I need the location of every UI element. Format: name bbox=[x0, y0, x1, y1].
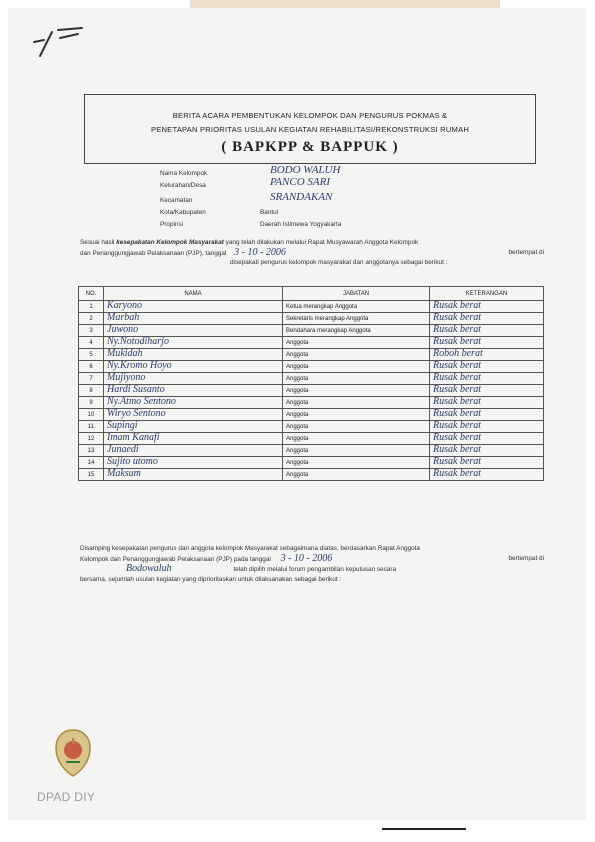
handwritten-note: Rusak berat bbox=[433, 456, 482, 467]
cell-no: 7 bbox=[79, 373, 104, 385]
cell-nama bbox=[104, 385, 283, 397]
cell-keterangan bbox=[430, 301, 544, 313]
info-label: Nama Kelompok bbox=[160, 170, 208, 177]
para2-line1: Disamping kesepakatan pengurus dan anggota kelompok Masyarakat sebagaimana diatas, berdasarkan Rapat Anggota bbox=[80, 545, 420, 552]
handwritten-name: Junaedi bbox=[107, 444, 139, 455]
para2-line2b: bertempat di bbox=[508, 554, 544, 562]
cell-no: 10 bbox=[79, 409, 104, 421]
handwritten-note: Rusak berat bbox=[433, 312, 482, 323]
priority-paragraph bbox=[80, 544, 544, 584]
bottom-divider bbox=[382, 828, 466, 830]
top-paper-edge bbox=[190, 0, 500, 8]
info-label: Propinsi bbox=[160, 221, 184, 228]
cell-nama bbox=[104, 421, 283, 433]
table-row bbox=[79, 397, 544, 409]
handwritten-name: Juwono bbox=[107, 324, 139, 335]
cell-nama bbox=[104, 445, 283, 457]
table-header-row bbox=[79, 287, 544, 301]
cell-no: 5 bbox=[79, 349, 104, 361]
cell-nama bbox=[104, 337, 283, 349]
cell-keterangan bbox=[430, 373, 544, 385]
cell-jabatan: Anggota bbox=[283, 469, 430, 481]
cell-keterangan bbox=[430, 313, 544, 325]
table-row bbox=[79, 445, 544, 457]
cell-keterangan bbox=[430, 325, 544, 337]
cell-jabatan: Sekretaris merangkap Anggota bbox=[283, 313, 430, 325]
handwritten-name: Ny.Atmo Sentono bbox=[107, 396, 176, 407]
cell-keterangan bbox=[430, 361, 544, 373]
cell-jabatan: Anggota bbox=[283, 385, 430, 397]
cell-no: 1 bbox=[79, 301, 104, 313]
cell-keterangan bbox=[430, 349, 544, 361]
title-line-1: BERITA ACARA PEMBENTUKAN KELOMPOK DAN PENGURUS POKMAS & bbox=[172, 111, 448, 120]
cell-nama bbox=[104, 433, 283, 445]
handwritten-note: Rusak berat bbox=[433, 324, 482, 335]
para2-line2a: Kelompok dan Penanggungjawab Pelaksanaan (PJP) pada tanggal bbox=[80, 555, 271, 563]
handwritten-note: Rusak berat bbox=[433, 432, 482, 443]
cell-no: 6 bbox=[79, 361, 104, 373]
para1-line3: disepakati pengurus kelompok masyarakat dan anggotanya sebagai berikut : bbox=[230, 259, 448, 266]
cell-nama bbox=[104, 373, 283, 385]
handwritten-note: Rusak berat bbox=[433, 384, 482, 395]
cell-jabatan: Anggota bbox=[283, 409, 430, 421]
table-row bbox=[79, 385, 544, 397]
cell-no: 13 bbox=[79, 445, 104, 457]
handwritten-name: Mujiyono bbox=[107, 372, 146, 383]
handwritten-note: Rusak berat bbox=[433, 396, 482, 407]
cell-nama bbox=[104, 457, 283, 469]
handwritten-note: Rusak berat bbox=[433, 420, 482, 431]
col-nama: NAMA bbox=[104, 287, 283, 301]
table-row bbox=[79, 373, 544, 385]
handwritten-name: Karyono bbox=[107, 300, 142, 311]
handwritten-note: Rusak berat bbox=[433, 444, 482, 455]
col-jabatan: JABATAN bbox=[283, 287, 430, 301]
cell-no: 8 bbox=[79, 385, 104, 397]
cell-jabatan: Anggota bbox=[283, 337, 430, 349]
handwritten-note: Rusak berat bbox=[433, 408, 482, 419]
cell-jabatan: Anggota bbox=[283, 421, 430, 433]
cell-jabatan: Anggota bbox=[283, 397, 430, 409]
cell-no: 12 bbox=[79, 433, 104, 445]
para2-place: Bodowaluh bbox=[126, 563, 172, 574]
handwritten-note: Rusak berat bbox=[433, 300, 482, 311]
info-value: Bantul bbox=[260, 209, 279, 216]
cell-keterangan bbox=[430, 337, 544, 349]
cell-no: 14 bbox=[79, 457, 104, 469]
cell-no: 3 bbox=[79, 325, 104, 337]
cell-keterangan bbox=[430, 433, 544, 445]
table-row bbox=[79, 349, 544, 361]
handwritten-note: Rusak berat bbox=[433, 468, 482, 479]
info-label: Kota/Kabupaten bbox=[160, 209, 206, 216]
cell-no: 15 bbox=[79, 469, 104, 481]
cell-nama bbox=[104, 469, 283, 481]
para2-date: 3 - 10 - 2006 bbox=[280, 552, 333, 564]
cell-jabatan: Anggota bbox=[283, 445, 430, 457]
info-value: SRANDAKAN bbox=[270, 191, 333, 203]
cell-keterangan bbox=[430, 421, 544, 433]
para1-line2b: bertempat di bbox=[508, 248, 544, 256]
cell-keterangan bbox=[430, 385, 544, 397]
cell-no: 11 bbox=[79, 421, 104, 433]
cell-nama bbox=[104, 409, 283, 421]
para1-text-b: yang telah dilakukan melalui Rapat Musyawarah Anggota Kelompok bbox=[225, 239, 419, 246]
handwritten-note: Rusak berat bbox=[433, 372, 482, 383]
info-value: BODO WALUH bbox=[270, 164, 341, 176]
cell-nama bbox=[104, 361, 283, 373]
watermark-text: DPAD DIY bbox=[37, 790, 96, 804]
handwritten-name: Ny.Notodiharjo bbox=[107, 336, 169, 347]
handwritten-name: Maksum bbox=[107, 468, 141, 479]
handwritten-name: Wiryo Sentono bbox=[107, 408, 166, 419]
cell-jabatan: Anggota bbox=[283, 457, 430, 469]
handwritten-name: Sujito utomo bbox=[107, 456, 158, 467]
handwritten-name: Hardi Susanto bbox=[107, 384, 165, 395]
cell-jabatan: Ketua merangkap Anggota bbox=[283, 301, 430, 313]
table-row bbox=[79, 457, 544, 469]
cell-no: 2 bbox=[79, 313, 104, 325]
cell-jabatan: Anggota bbox=[283, 361, 430, 373]
cell-nama bbox=[104, 313, 283, 325]
handwritten-name: Marbah bbox=[107, 312, 140, 323]
members-table bbox=[78, 286, 544, 481]
title-abbrev: ( BAPKPP & BAPPUK ) bbox=[221, 139, 399, 155]
para1-bold: kesepakatan Kelompok Masyarakat bbox=[116, 239, 224, 246]
table-row bbox=[79, 421, 544, 433]
handwritten-name: Ny.Kromo Hoyo bbox=[107, 360, 172, 371]
para2-line4: bersama, sejumlah usulan kegiatan yang diprioritaskan untuk dilaksanakan sebagai berikut : bbox=[80, 575, 342, 583]
cell-keterangan bbox=[430, 445, 544, 457]
title-box bbox=[84, 94, 536, 164]
cell-nama bbox=[104, 325, 283, 337]
table-row bbox=[79, 325, 544, 337]
handwritten-note: Rusak berat bbox=[433, 360, 482, 371]
col-no: NO. bbox=[79, 287, 104, 301]
cell-nama bbox=[104, 301, 283, 313]
table-row bbox=[79, 301, 544, 313]
table-row bbox=[79, 313, 544, 325]
info-label: Kelurahan/Desa bbox=[160, 182, 206, 189]
table-row bbox=[79, 409, 544, 421]
cell-keterangan bbox=[430, 409, 544, 421]
info-label: Kecamatan bbox=[160, 197, 193, 204]
cell-jabatan: Anggota bbox=[283, 433, 430, 445]
cell-nama bbox=[104, 349, 283, 361]
handwritten-note: Rusak berat bbox=[433, 336, 482, 347]
cell-jabatan: Anggota bbox=[283, 373, 430, 385]
para1-line2a: dan Penanggungjawab Pelaksanaan (PJP), tanggal bbox=[80, 249, 227, 257]
handwritten-name: Mukidah bbox=[107, 348, 143, 359]
handwritten-name: Supingi bbox=[107, 420, 138, 431]
title-line-2: PENETAPAN PRIORITAS USULAN KEGIATAN REHABILITASI/REKONSTRUKSI RUMAH bbox=[150, 125, 470, 134]
table-row bbox=[79, 433, 544, 445]
handwritten-note: Roboh berat bbox=[433, 348, 483, 359]
handwritten-mark bbox=[30, 22, 90, 60]
para1-text-a: Sesuai hasil bbox=[80, 239, 115, 246]
para2-line3b: telah dipilih melalui forum pengambilan keputusan secara bbox=[233, 566, 397, 573]
agreement-paragraph bbox=[80, 238, 544, 268]
cell-keterangan bbox=[430, 457, 544, 469]
cell-jabatan: Anggota bbox=[283, 349, 430, 361]
cell-jabatan: Bendahara merangkap Anggota bbox=[283, 325, 430, 337]
handwritten-name: Imam Kanafi bbox=[107, 432, 160, 443]
regional-emblem-logo bbox=[52, 728, 94, 778]
cell-nama bbox=[104, 397, 283, 409]
info-value: Daerah Istimewa Yogyakarta bbox=[260, 221, 342, 228]
para1-date: 3 - 10 - 2006 bbox=[234, 246, 286, 258]
cell-keterangan bbox=[430, 469, 544, 481]
table-row bbox=[79, 361, 544, 373]
table-row bbox=[79, 337, 544, 349]
cell-keterangan bbox=[430, 397, 544, 409]
table-row bbox=[79, 469, 544, 481]
col-keterangan: KETERANGAN bbox=[430, 287, 544, 301]
cell-no: 9 bbox=[79, 397, 104, 409]
cell-no: 4 bbox=[79, 337, 104, 349]
info-value: PANCO SARI bbox=[270, 176, 330, 188]
